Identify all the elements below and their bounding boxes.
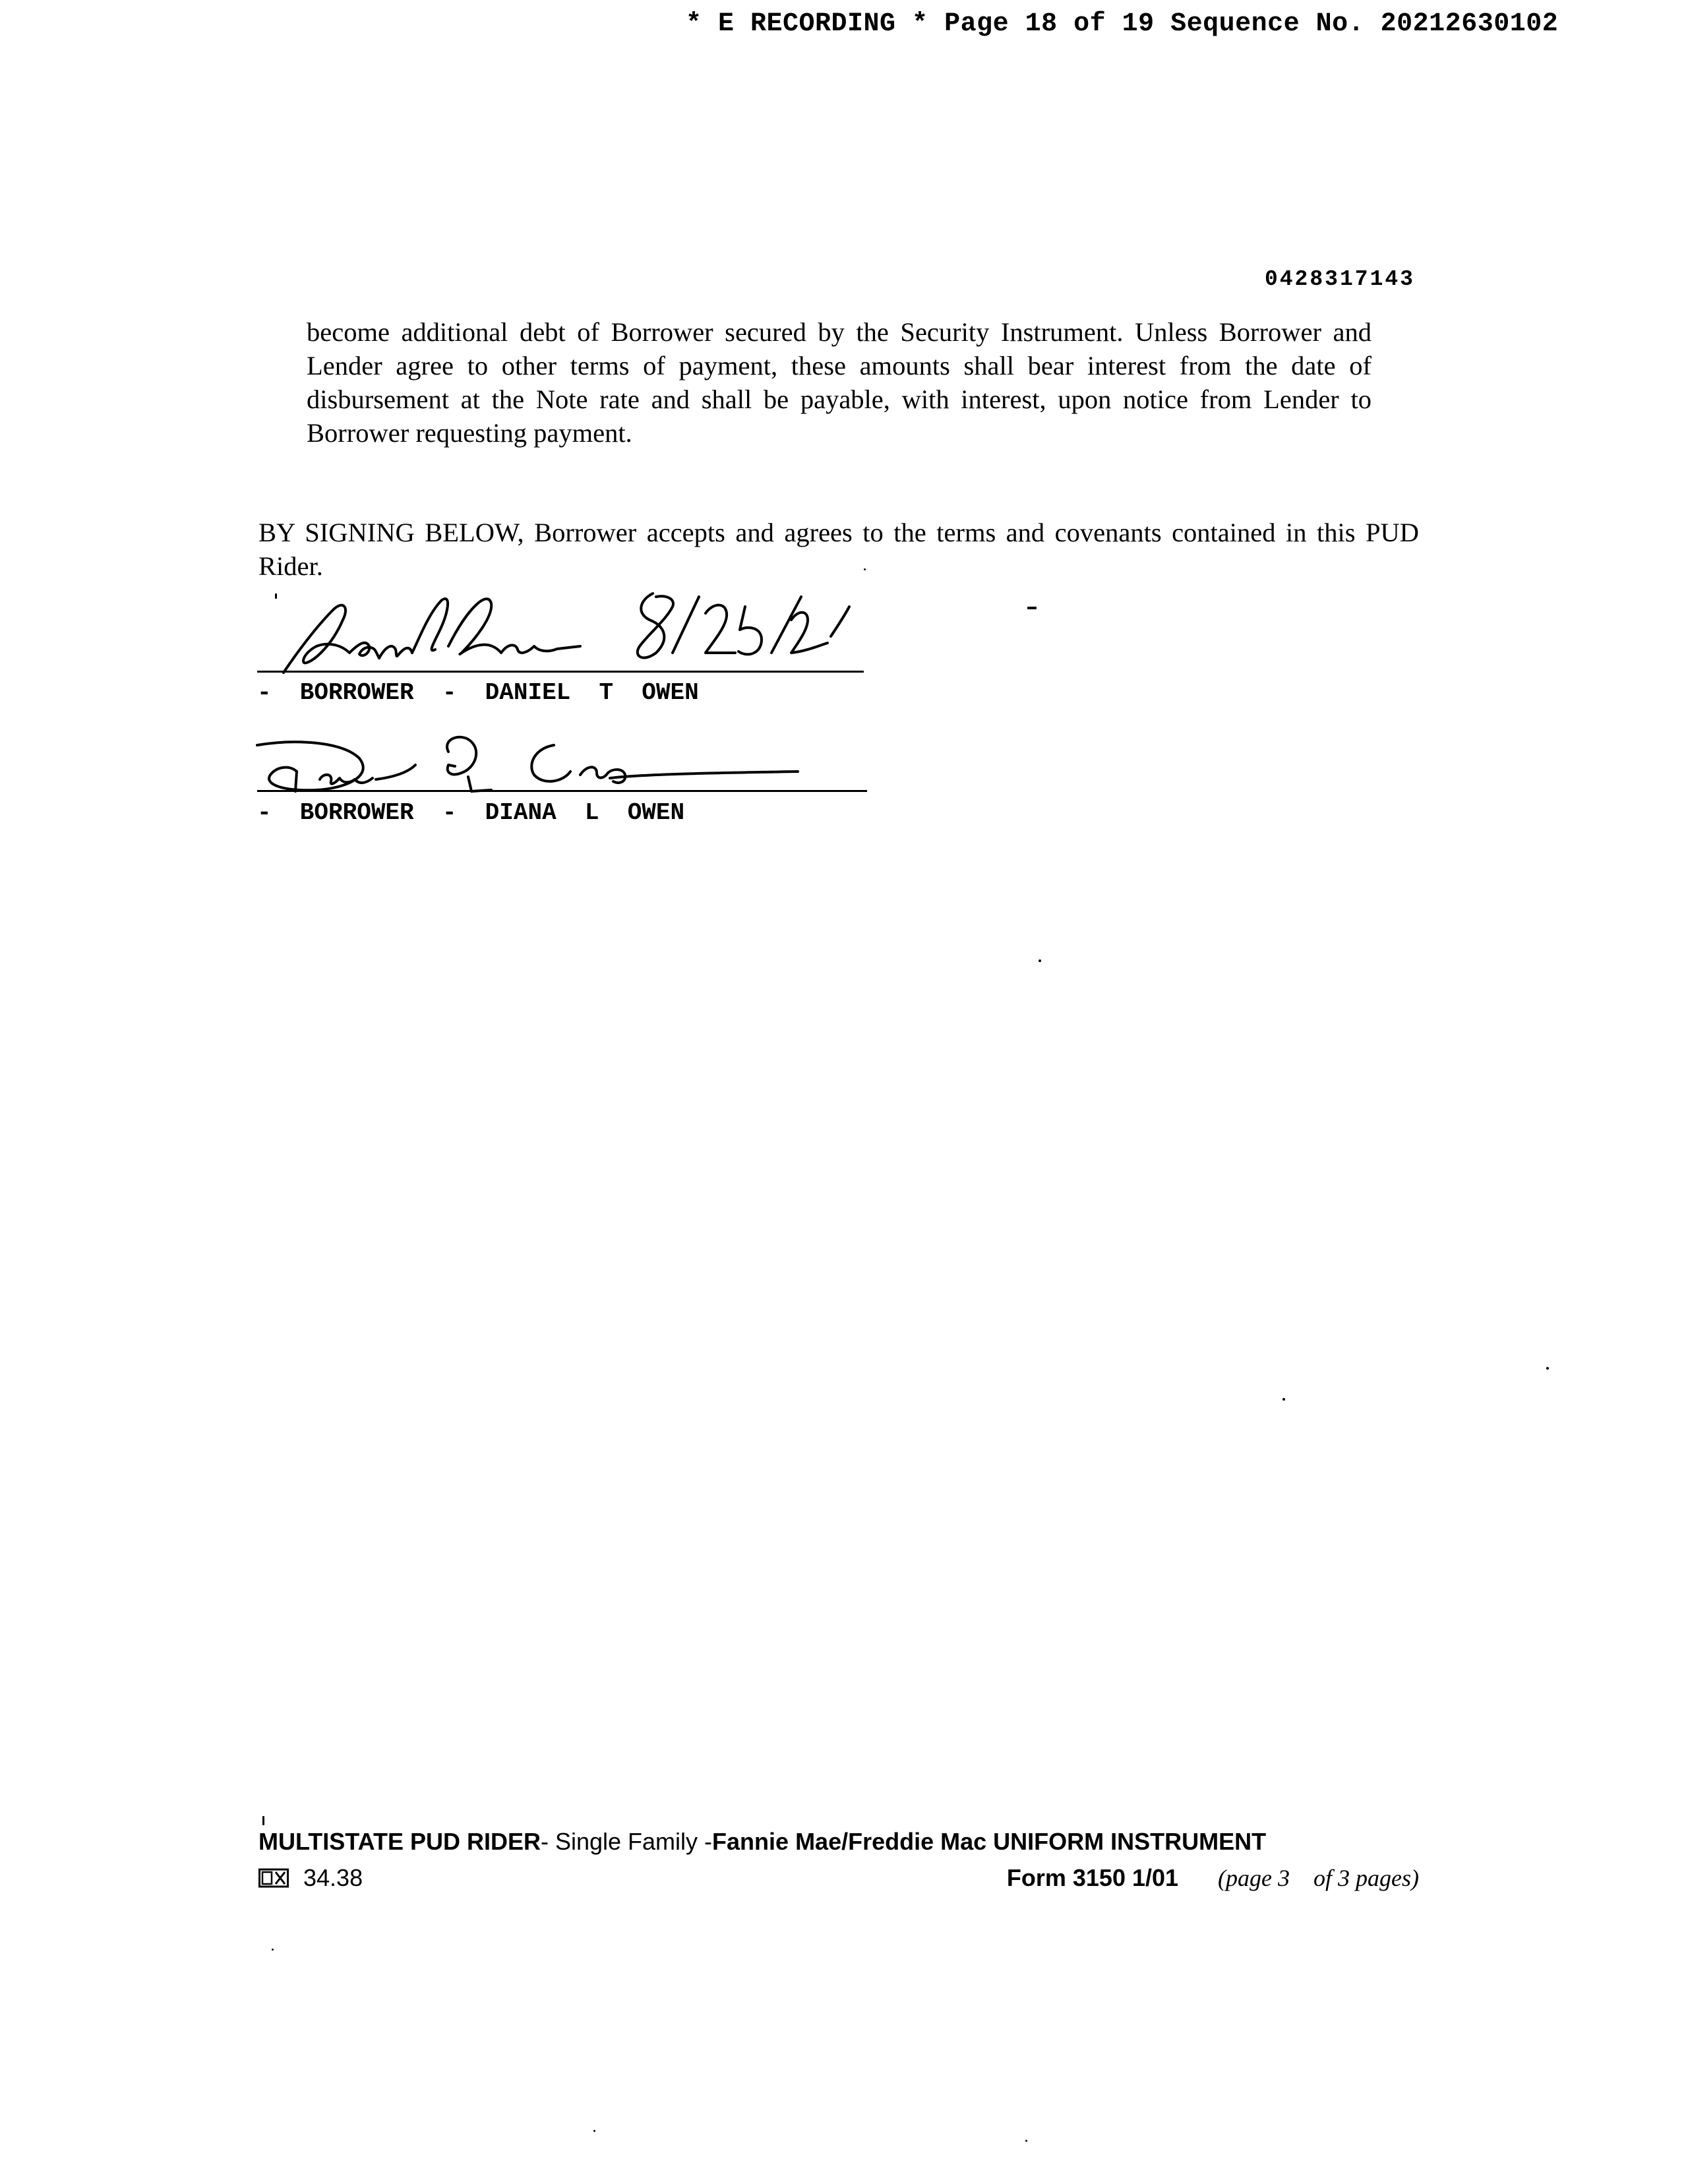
scan-speck — [275, 593, 277, 599]
scan-speck — [1027, 607, 1037, 609]
scan-speck — [1025, 2140, 1027, 2142]
scan-speck — [1282, 1398, 1285, 1401]
form-code-number: 34.38 — [303, 1864, 363, 1891]
scan-speck — [864, 568, 866, 570]
signing-paragraph: BY SIGNING BELOW, Borrower accepts and agrees to the terms and covenants contained in this PUD Rider. — [258, 518, 1419, 581]
form-reference — [1007, 1864, 1419, 1892]
form-title-part2: - Single Family - — [540, 1828, 713, 1855]
scan-speck — [1546, 1367, 1549, 1370]
form-logo-icon — [258, 1868, 289, 1888]
signature-block-daniel — [257, 580, 884, 712]
form-title-part3: Fannie Mae/Freddie Mac UNIFORM INSTRUMENT — [712, 1828, 1267, 1855]
scan-speck — [1039, 959, 1041, 962]
continuation-paragraph: become additional debt of Borrower secured by the Security Instrument. Unless Borrower and Lender agree to other terms of payment, these amounts shall bear interest from the date of disbursement at the Note rate and shall be payable, with interest, upon notice from Lender to Borrower requesting payment. — [307, 317, 1372, 448]
signature-line — [257, 790, 867, 792]
handwritten-signature-daniel — [270, 580, 917, 679]
scan-speck — [262, 1816, 264, 1825]
scan-speck — [272, 1949, 274, 1951]
recording-header: * E RECORDING * Page 18 of 19 Sequence No. 20212630102 — [686, 9, 1559, 39]
form-number: Form 3150 1/01 — [1006, 1864, 1179, 1891]
scan-speck — [593, 2130, 595, 2132]
form-title-part1: MULTISTATE PUD RIDER — [258, 1828, 541, 1855]
borrower-label-diana: - BORROWER - DIANA L OWEN — [257, 799, 685, 826]
form-code — [258, 1864, 363, 1892]
form-footer-line — [258, 1864, 1419, 1897]
signature-line — [257, 671, 864, 673]
handwritten-signature-diana — [244, 725, 903, 804]
signature-block-diana — [257, 725, 884, 837]
form-title — [258, 1828, 1266, 1856]
page-info: (page 3 of 3 pages) — [1218, 1865, 1419, 1891]
borrower-label-daniel: - BORROWER - DANIEL T OWEN — [257, 679, 699, 706]
loan-number: 0428317143 — [1264, 267, 1415, 291]
